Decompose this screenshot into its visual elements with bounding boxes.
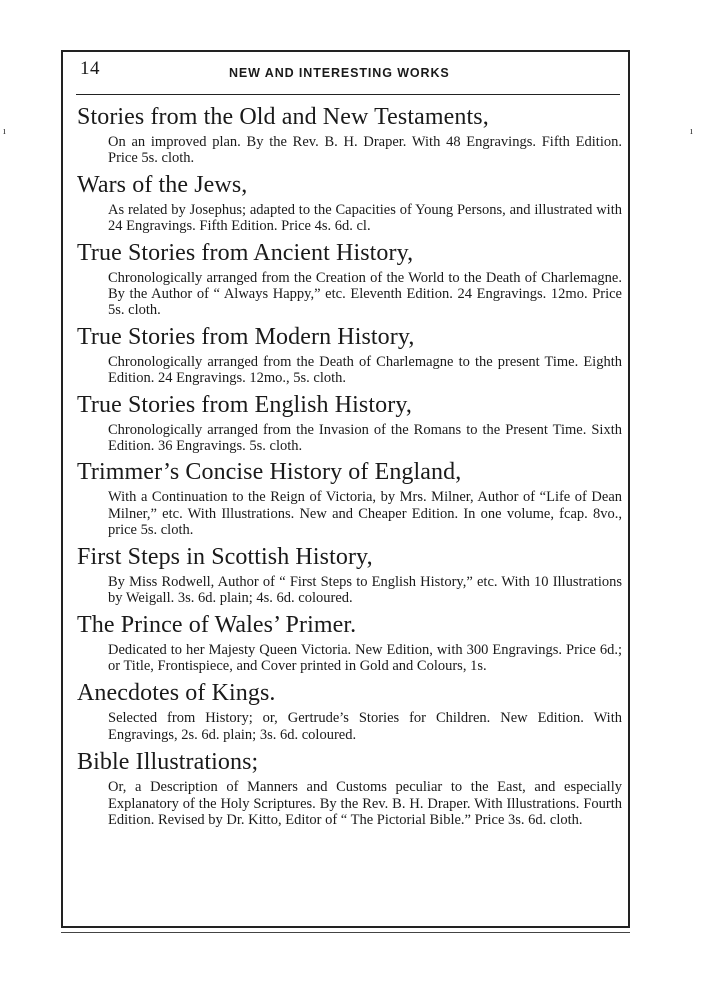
page-number: 14 (80, 58, 100, 79)
book-description: Chronologically arranged from the Death of Charlemagne to the present Time. Eighth Edition. 24 Engravings. 12mo., 5s. cloth. (108, 353, 622, 387)
book-description: Selected from History; or, Gertrude’s Stories for Children. New Edition. With Engravings, 2s. 6d. plain; 3s. 6d. coloured. (108, 710, 622, 743)
book-title: The Prince of Wales’ Primer. (77, 611, 357, 638)
book-title: Stories from the Old and New Testaments, (77, 104, 489, 130)
book-entry (77, 104, 622, 167)
book-entry (77, 612, 622, 675)
book-title: Wars of the Jews, (77, 171, 248, 198)
book-title: First Steps in Scottish History, (77, 543, 373, 570)
book-entry (77, 324, 622, 387)
book-title: Trimmer’s Concise History of England, (77, 459, 462, 486)
book-description: Chronologically arranged from the Creation of the World to the Death of Charlemagne. By the Author of “ Always Happy,” etc. Eleventh Edition. 24 Engravings. 12mo. Price 5s. cloth. (108, 269, 622, 319)
book-description: On an improved plan. By the Rev. B. H. Draper. With 48 Engravings. Fifth Edition. Price 5s. cloth. (108, 134, 622, 167)
book-entry (77, 172, 622, 235)
book-title: True Stories from English History, (77, 391, 412, 418)
book-title: Anecdotes of Kings. (77, 680, 276, 707)
book-entry (77, 680, 622, 743)
book-entry (77, 749, 622, 828)
book-description: As related by Josephus; adapted to the Capacities of Young Persons, and illustrated with 24 Engravings. Fifth Edition. Price 4s. 6d. cl. (108, 201, 622, 235)
book-list (77, 104, 622, 833)
book-entry (77, 544, 622, 607)
book-description: By Miss Rodwell, Author of “ First Steps to English History,” etc. With 10 Illustrations by Weigall. 3s. 6d. plain; 4s. 6d. coloured. (108, 573, 622, 607)
book-entry (77, 240, 622, 319)
book-title: True Stories from Modern History, (77, 323, 415, 350)
book-description: With a Continuation to the Reign of Victoria, by Mrs. Milner, Author of “Life of Dean Milner,” etc. With Illustrations. New and Cheaper Edition. In one volume, fcap. 8vo., price 5s. cloth. (108, 489, 622, 539)
margin-mark-left: ı (3, 126, 6, 137)
book-title: Bible Illustrations; (77, 749, 259, 776)
book-title: True Stories from Ancient History, (77, 239, 414, 266)
header-rule (76, 94, 620, 95)
book-description: Dedicated to her Majesty Queen Victoria. New Edition, with 300 Engravings. Price 6d.; or Title, Frontispiece, and Cover printed in Gold and Colours, 1s. (108, 641, 622, 674)
book-description: Chronologically arranged from the Invasion of the Romans to the Present Time. Sixth Edition. 36 Engravings. 5s. cloth. (108, 421, 622, 455)
book-entry (77, 392, 622, 455)
running-head: NEW AND INTERESTING WORKS (229, 66, 450, 80)
margin-mark-right: ı (690, 126, 693, 137)
book-description: Or, a Description of Manners and Customs peculiar to the East, and especially Explanatory of the Holy Scriptures. By the Rev. B. H. Draper. With Illustrations. Fourth Edition. Revised by Dr. Kitto, Editor of “ The Pictorial Bible.” Price 3s. 6d. cloth. (108, 779, 622, 828)
book-entry (77, 459, 622, 538)
bottom-rule (61, 932, 630, 933)
